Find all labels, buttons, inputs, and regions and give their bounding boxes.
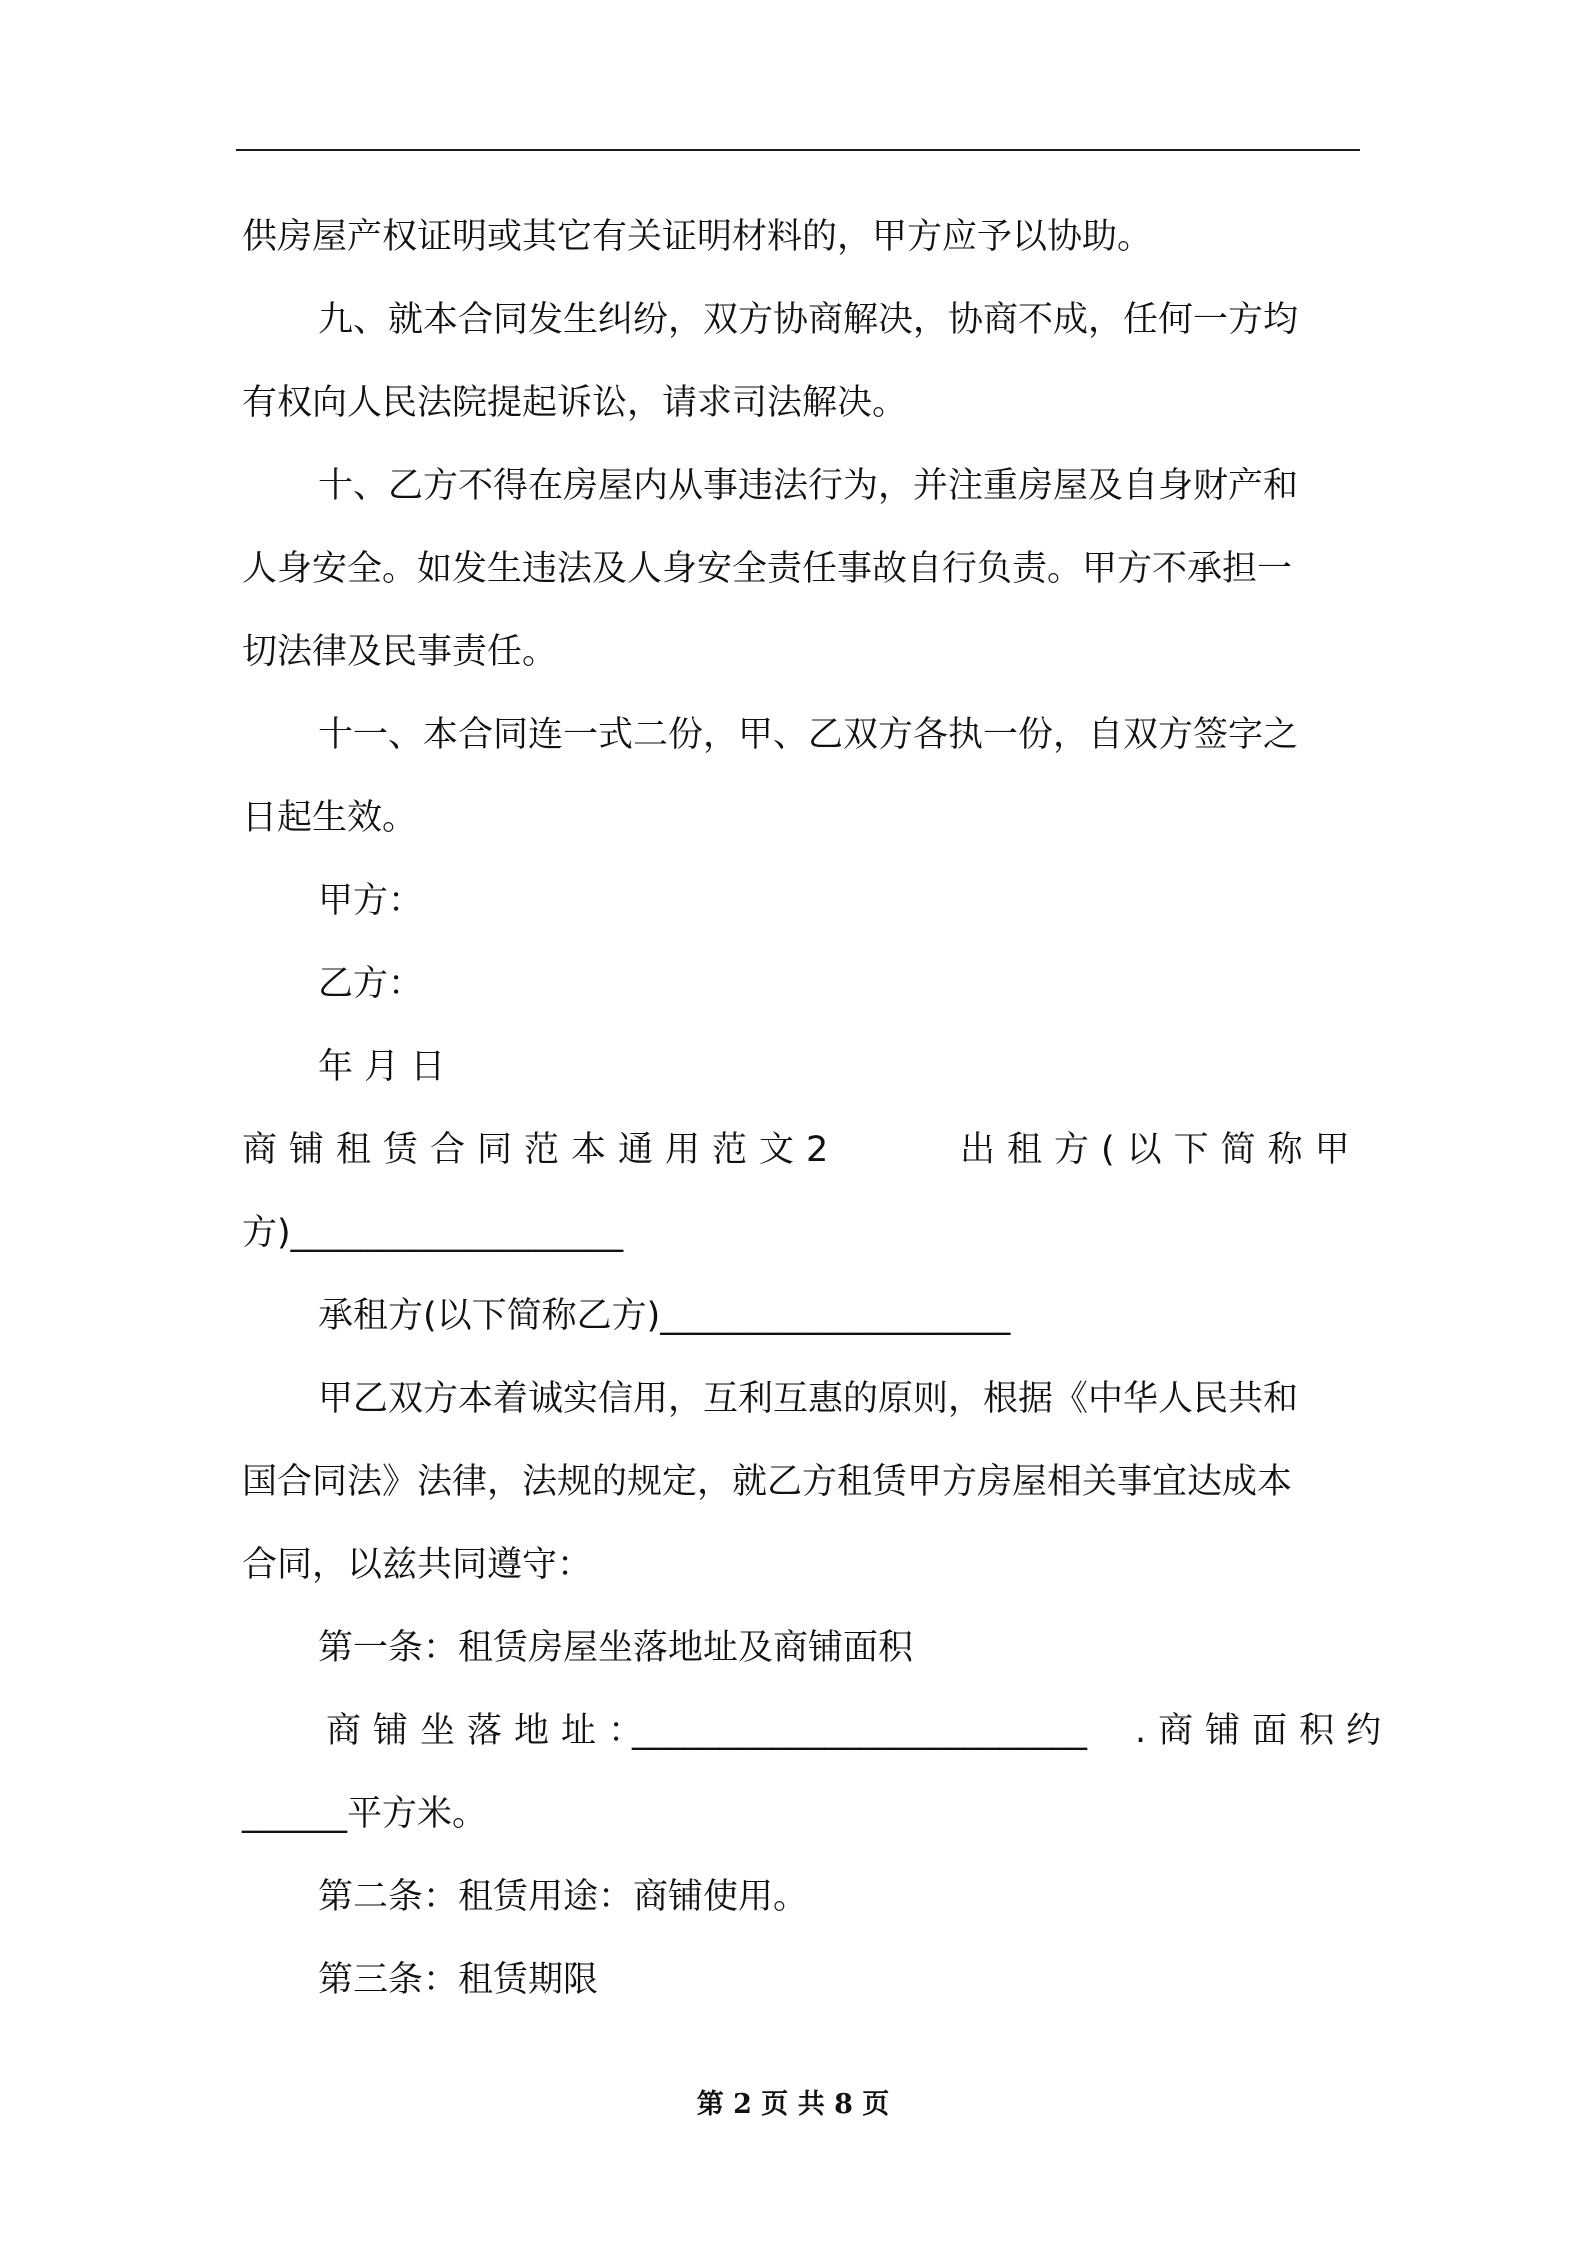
- clause-11-line-1: 十一、本合同连一式二份，甲、乙双方各执一份，自双方签字之: [318, 715, 1299, 755]
- clause-10-line-3: 切法律及民事责任。: [242, 632, 558, 672]
- area-label: .商铺面积约: [1135, 1711, 1394, 1751]
- article-3-heading: 第三条：租赁期限: [318, 1960, 599, 2000]
- paragraph-line: 供房屋产权证明或其它有关证明材料的，甲方应予以协助。: [242, 217, 1153, 257]
- address-blank: __________________________: [632, 1711, 1087, 1751]
- section-title-line: [0, 1115, 1586, 1185]
- lessor-blank-line: 方)___________________: [242, 1213, 624, 1253]
- clause-10-line-2: 人身安全。如发生违法及人身安全责任事故自行负责。甲方不承担一: [242, 549, 1293, 589]
- address-line: [0, 1696, 1586, 1766]
- page-number: 第 2 页 共 8 页: [696, 2089, 890, 2120]
- clause-9-line-2: 有权向人民法院提起诉讼，请求司法解决。: [242, 383, 908, 423]
- preamble-line-1: 甲乙双方本着诚实信用，互利互惠的原则，根据《中华人民共和: [318, 1379, 1299, 1419]
- article-1-heading: 第一条：租赁房屋坐落地址及商铺面积: [318, 1628, 914, 1668]
- article-2-line: 第二条：租赁用途：商铺使用。: [318, 1877, 809, 1917]
- preamble-line-2: 国合同法》法律，法规的规定，就乙方租赁甲方房屋相关事宜达成本: [242, 1462, 1293, 1502]
- signature-date: 年 月 日: [318, 1047, 446, 1087]
- section-title: 商铺租赁合同范本通用范文2: [242, 1130, 841, 1170]
- area-line: ______平方米。: [242, 1794, 488, 1834]
- preamble-line-3: 合同，以兹共同遵守：: [242, 1545, 593, 1585]
- party-b-signature: 乙方：: [318, 964, 424, 1004]
- header-rule: [236, 149, 1360, 151]
- clause-11-line-2: 日起生效。: [242, 798, 418, 838]
- lessor-label: 出租方(以下简称甲: [960, 1130, 1362, 1170]
- lessee-line: 承租方(以下简称乙方)____________________: [318, 1296, 1011, 1336]
- address-label: 商铺坐落地址：: [326, 1711, 656, 1751]
- party-a-signature: 甲方：: [318, 881, 424, 921]
- clause-9-line-1: 九、就本合同发生纠纷，双方协商解决，协商不成，任何一方均: [318, 300, 1299, 340]
- clause-10-line-1: 十、乙方不得在房屋内从事违法行为，并注重房屋及自身财产和: [318, 466, 1299, 506]
